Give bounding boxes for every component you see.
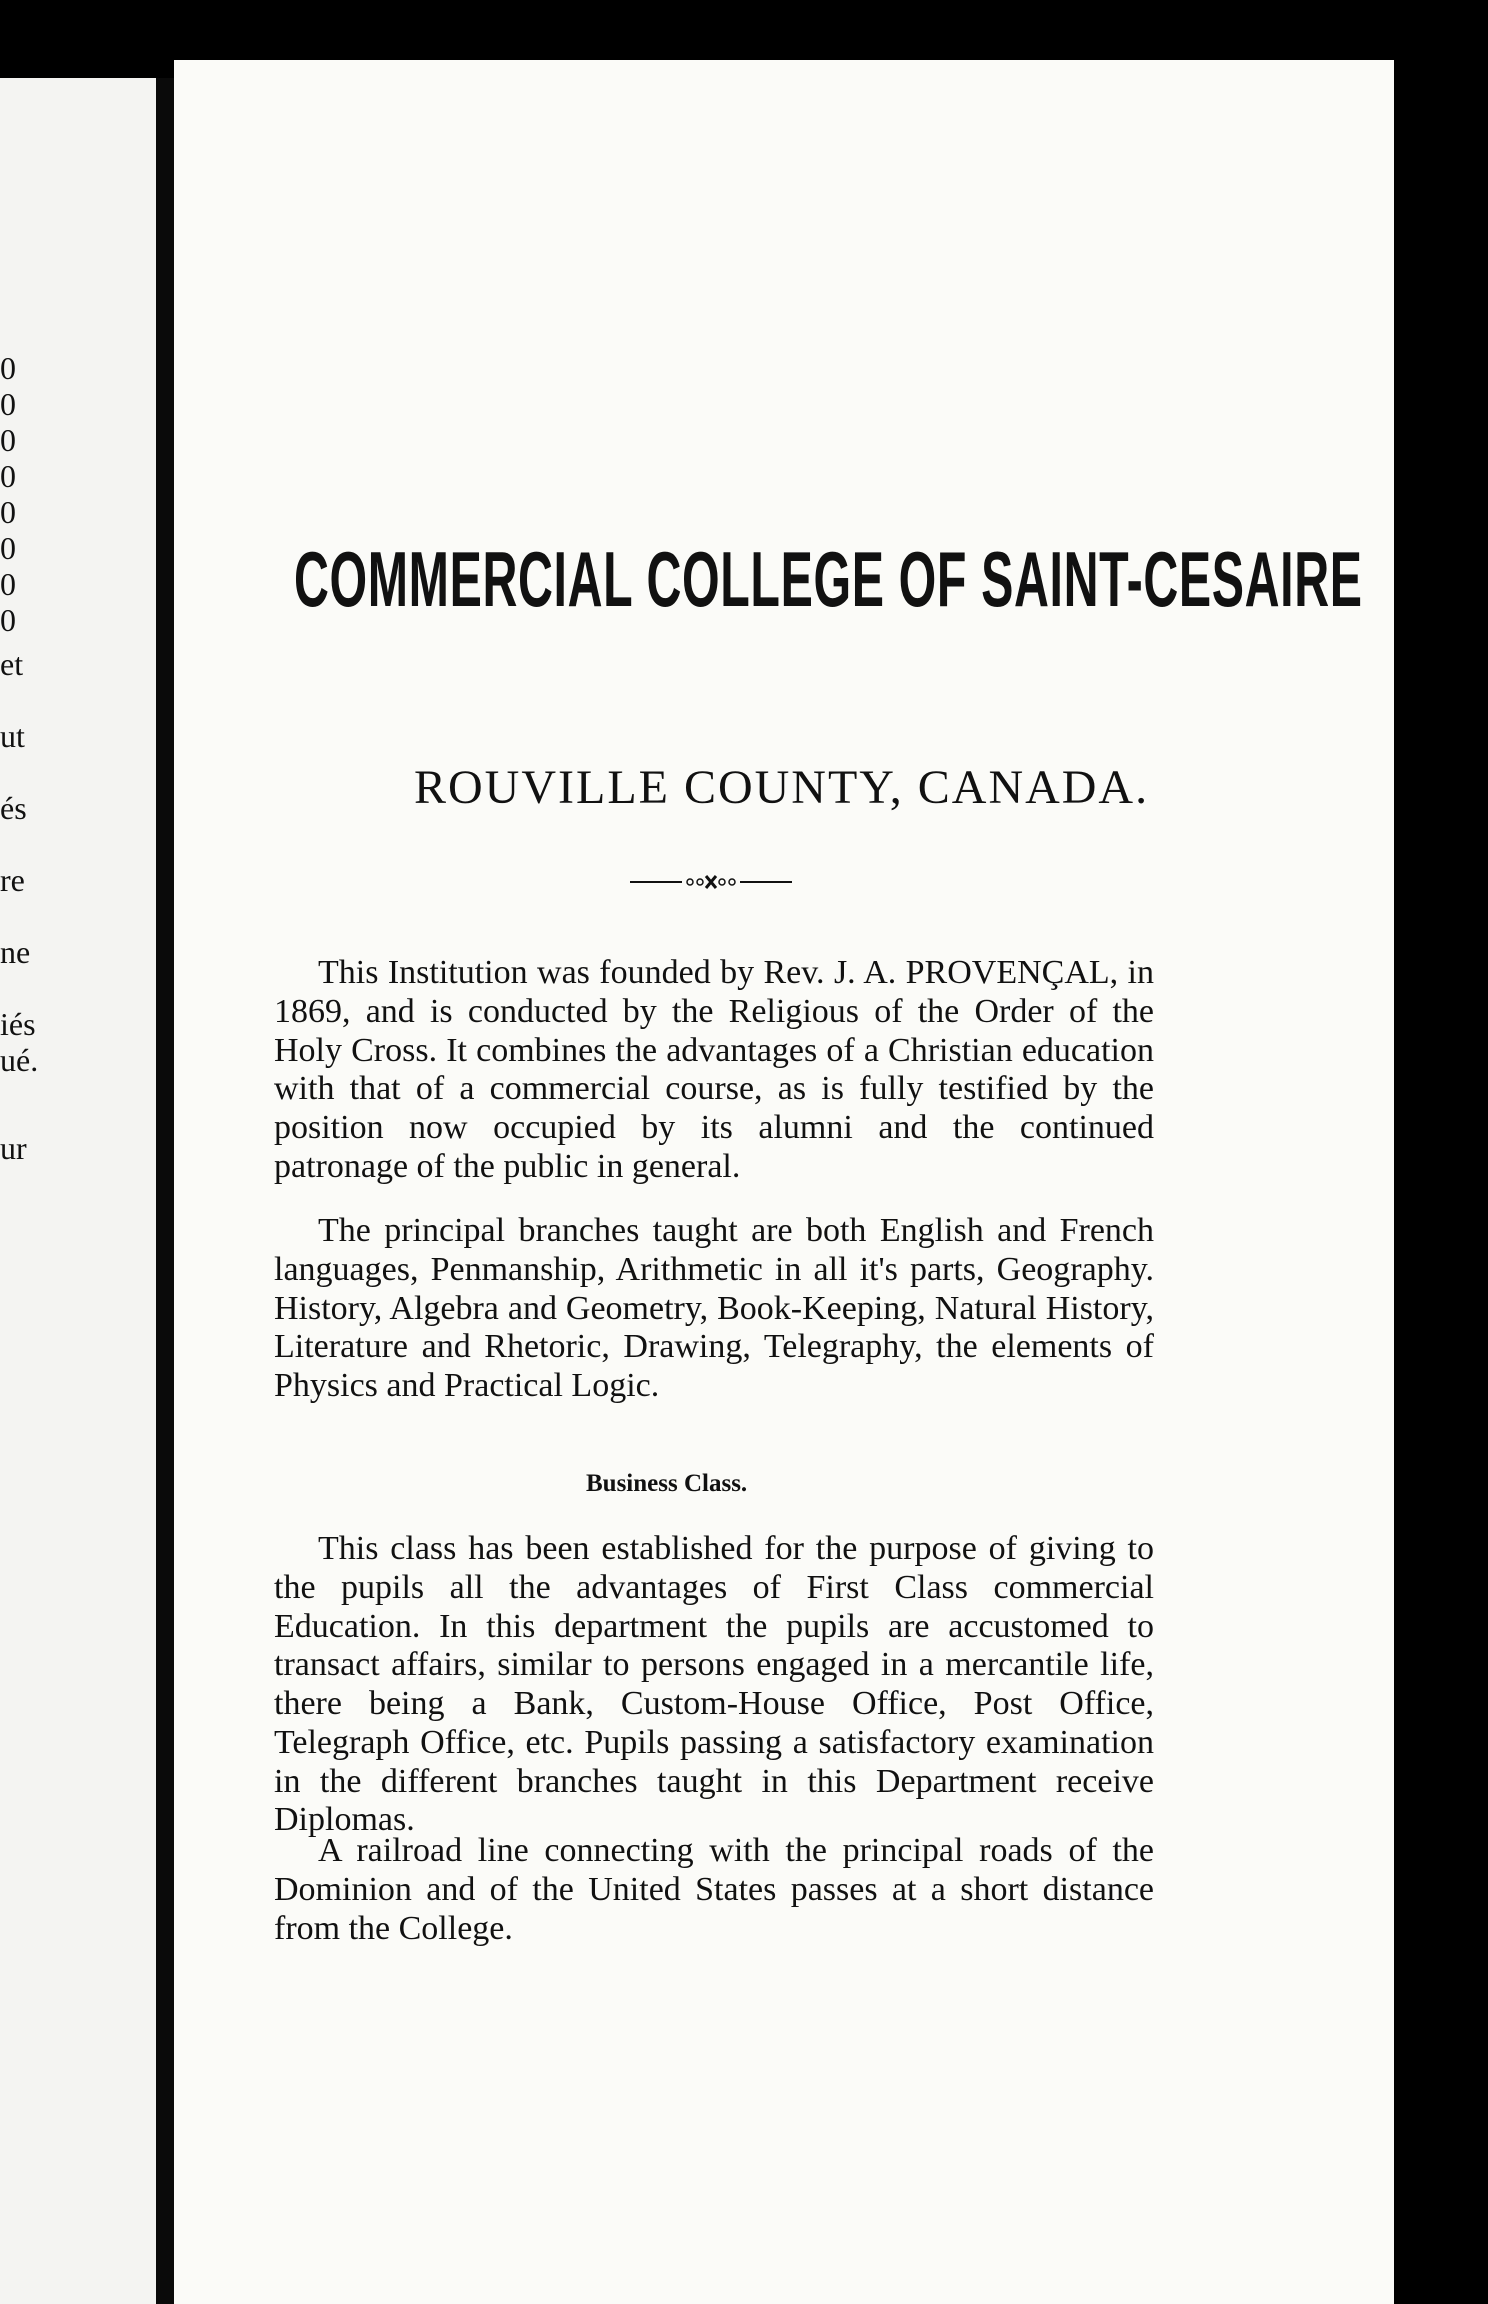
paragraph-text: This Institution was founded by Rev. J. A. PROVENÇAL, in 1869, and is conducted by the Religious of the Order of the Holy Cross. It combines the advantages of a Christian education with that of a commercial course, as is fully testified by the position now occupied by its alumni and the continued patronage of the public in general. xyxy=(274,954,1154,1185)
fragment-line: 0 xyxy=(0,386,16,422)
fragment-line: ur xyxy=(0,1130,27,1166)
intro-paragraph xyxy=(274,954,1154,1187)
fragment-line: 0 xyxy=(0,566,16,602)
paragraph-text: A railroad line connecting with the principal roads of the Dominion and of the United States passes at a short distance from the College. xyxy=(274,1832,1154,1947)
fragment-line: 0 xyxy=(0,458,16,494)
fragment-line: re xyxy=(0,862,25,898)
paragraph-text: The principal branches taught are both English and French languages, Penmanship, Arithmetic in all it's parts, Geography. History, Algebra and Geometry, Book-Keeping, Natural History, Literature and Rhetoric, Drawing, Telegraphy, the elements of Physics and Practical Logic. xyxy=(274,1212,1154,1404)
fragment-line: 0 xyxy=(0,530,16,566)
fragment-line: 0 xyxy=(0,350,16,386)
business-class-paragraph xyxy=(274,1530,1154,1840)
page-subtitle: ROUVILLE COUNTY, CANADA. xyxy=(414,761,1150,814)
ornament-divider xyxy=(630,872,792,892)
fragment-line: 0 xyxy=(0,422,16,458)
fragment-line: et xyxy=(0,646,24,682)
binding-gutter xyxy=(156,78,174,2304)
fragment-line: és xyxy=(0,790,27,826)
facing-page-fragment xyxy=(0,78,156,2304)
fragment-line: 0 xyxy=(0,602,16,638)
scan-border xyxy=(1394,0,1488,2304)
paragraph-text: This class has been established for the purpose of giving to the pupils all the advantages of First Class commercial Education. In this department the pupils are accustomed to transact affairs, similar to persons engaged in a mercantile life, there being a Bank, Custom-House Office, Post Office, Telegraph Office, etc. Pupils passing a satisfactory examination in the different branches taught in this Department receive Diplomas. xyxy=(274,1530,1154,1839)
page-title: COMMERCIAL COLLEGE OF SAINT-CESAIRE xyxy=(294,535,1363,623)
fragment-line: ne xyxy=(0,934,31,970)
fragment-line: ué. xyxy=(0,1042,39,1078)
fragment-line: ut xyxy=(0,718,25,754)
fragment-line: iés xyxy=(0,1006,36,1042)
railroad-paragraph xyxy=(274,1832,1154,1948)
branches-paragraph xyxy=(274,1212,1154,1406)
section-heading: Business Class. xyxy=(586,1470,748,1497)
document-page xyxy=(174,60,1394,2304)
fragment-line: 0 xyxy=(0,494,16,530)
